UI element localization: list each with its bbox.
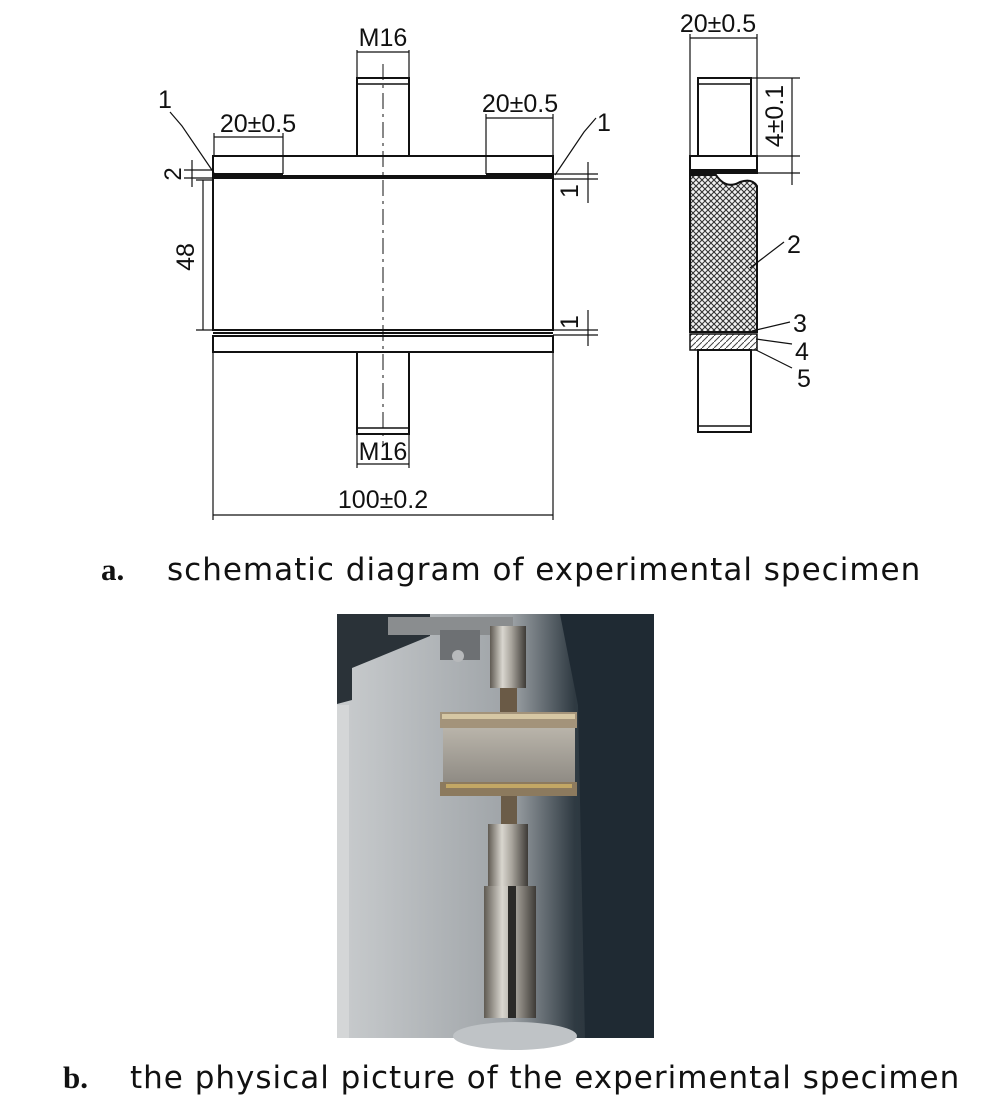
dim-thread-top: M16 — [358, 24, 408, 52]
caption-a-mark: a. — [101, 552, 125, 587]
label-2: 2 — [787, 231, 801, 259]
dim-gap-bottom: 1 — [556, 315, 584, 329]
dim-weld-right: 20±0.5 — [481, 90, 559, 118]
dim-height-48: 48 — [172, 243, 200, 271]
side-layer-hatched — [690, 334, 757, 350]
label-3: 3 — [793, 310, 807, 338]
side-core-hatched — [690, 175, 757, 332]
dim-side-4: 4±0.1 — [761, 84, 789, 148]
caption-b-text: the physical picture of the experimental specimen — [130, 1060, 961, 1096]
dim-side-width: 20±0.5 — [679, 10, 757, 38]
side-view — [680, 10, 811, 432]
side-top-stud — [698, 78, 751, 156]
caption-b-mark: b. — [63, 1060, 88, 1095]
dim-weld-left: 20±0.5 — [219, 110, 297, 138]
front-view — [158, 24, 611, 520]
dim-thread-bottom: M16 — [358, 438, 408, 466]
specimen-photo — [337, 614, 654, 1050]
dim-gap-top: 1 — [556, 184, 584, 198]
dim-total-width: 100±0.2 — [337, 486, 429, 514]
side-bottom-stud — [698, 350, 751, 432]
label-5: 5 — [797, 365, 811, 393]
label-1-right: 1 — [597, 109, 611, 137]
label-4: 4 — [795, 338, 809, 366]
caption-a-text: schematic diagram of experimental specimen — [167, 552, 922, 588]
label-1-left: 1 — [158, 86, 172, 114]
dim-height-2: 2 — [160, 167, 187, 181]
